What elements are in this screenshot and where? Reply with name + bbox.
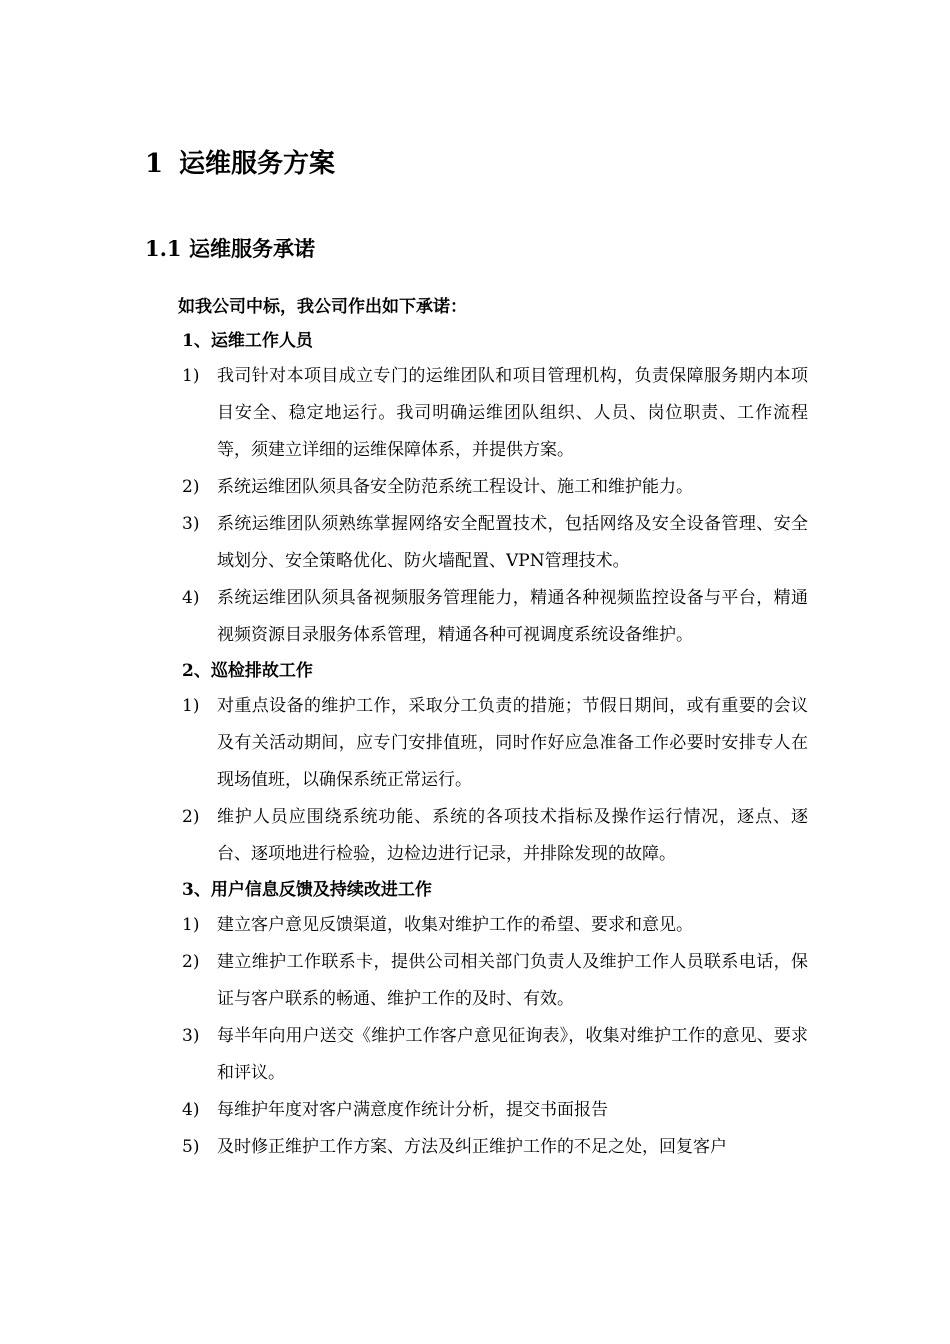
list-item-number: 4)	[182, 1100, 200, 1120]
intro-paragraph: 如我公司中标，我公司作出如下承诺：	[178, 297, 467, 317]
section-title: 2、巡检排故工作	[182, 661, 313, 681]
list-item	[178, 358, 808, 469]
section-title: 1、运维工作人员	[182, 331, 313, 351]
list-item-number: 3)	[182, 1026, 200, 1046]
list-item-number: 2)	[182, 807, 200, 827]
list-item-number: 1)	[182, 696, 200, 716]
list-item-number: 5)	[182, 1137, 200, 1157]
heading-1-title: 运维服务方案	[179, 149, 336, 179]
list-item-text: 系统运维团队须具备视频服务管理能力，精通各种视频监控设备与平台，精通视频资源目录服务体系管理，精通各种可视调度系统设备维护。	[217, 588, 808, 645]
list-item-text: 及时修正维护工作方案、方法及纠正维护工作的不足之处，回复客户	[217, 1137, 727, 1157]
list-item-text: 建立客户意见反馈渠道，收集对维护工作的希望、要求和意见。	[217, 915, 693, 935]
list-item-text: 系统运维团队须具备安全防范系统工程设计、施工和维护能力。	[217, 477, 693, 497]
list-item-text: 对重点设备的维护工作，采取分工负责的措施；节假日期间，或有重要的会议及有关活动期间，应专门安排值班，同时作好应急准备工作必要时安排专人在现场值班，以确保系统正常运行。	[217, 696, 808, 790]
heading-1	[145, 143, 335, 180]
list-item-number: 3)	[182, 514, 200, 534]
list-item	[178, 799, 808, 873]
list-item	[178, 944, 808, 1018]
list-item-text: 系统运维团队须熟练掌握网络安全配置技术，包括网络及安全设备管理、安全域划分、安全策略优化、防火墙配置、VPN管理技术。	[217, 514, 808, 571]
heading-2-number: 1.1	[145, 236, 182, 261]
list-item-text: 我司针对本项目成立专门的运维团队和项目管理机构，负责保障服务期内本项目安全、稳定地运行。我司明确运维团队组织、人员、岗位职责、工作流程等，须建立详细的运维保障体系，并提供方案。	[217, 366, 808, 460]
list-item-number: 2)	[182, 477, 200, 497]
list-item-text: 建立维护工作联系卡，提供公司相关部门负责人及维护工作人员联系电话，保证与客户联系的畅通、维护工作的及时、有效。	[217, 952, 808, 1009]
list-item-text: 维护人员应围绕系统功能、系统的各项技术指标及操作运行情况，逐点、逐台、逐项地进行检验，边检边进行记录，并排除发现的故障。	[217, 807, 808, 864]
heading-2	[145, 233, 315, 263]
list-item-number: 2)	[182, 952, 200, 972]
list-item	[178, 1092, 808, 1129]
list-item	[178, 907, 808, 944]
list-item	[178, 580, 808, 654]
list-item	[178, 688, 808, 799]
list-item-number: 4)	[182, 588, 200, 608]
list-item	[178, 1129, 808, 1166]
list-item	[178, 506, 808, 580]
list-item-text: 每半年向用户送交《维护工作客户意见征询表》，收集对维护工作的意见、要求和评议。	[217, 1026, 808, 1083]
list-item	[178, 469, 808, 506]
body-content	[178, 290, 808, 1166]
heading-2-title: 运维服务承诺	[189, 236, 315, 261]
heading-1-number: 1	[145, 149, 164, 179]
list-item-text: 每维护年度对客户满意度作统计分析，提交书面报告	[217, 1100, 608, 1120]
section-title: 3、用户信息反馈及持续改进工作	[182, 880, 432, 900]
list-item-number: 1)	[182, 366, 200, 386]
list-item-number: 1)	[182, 915, 200, 935]
list-item	[178, 1018, 808, 1092]
